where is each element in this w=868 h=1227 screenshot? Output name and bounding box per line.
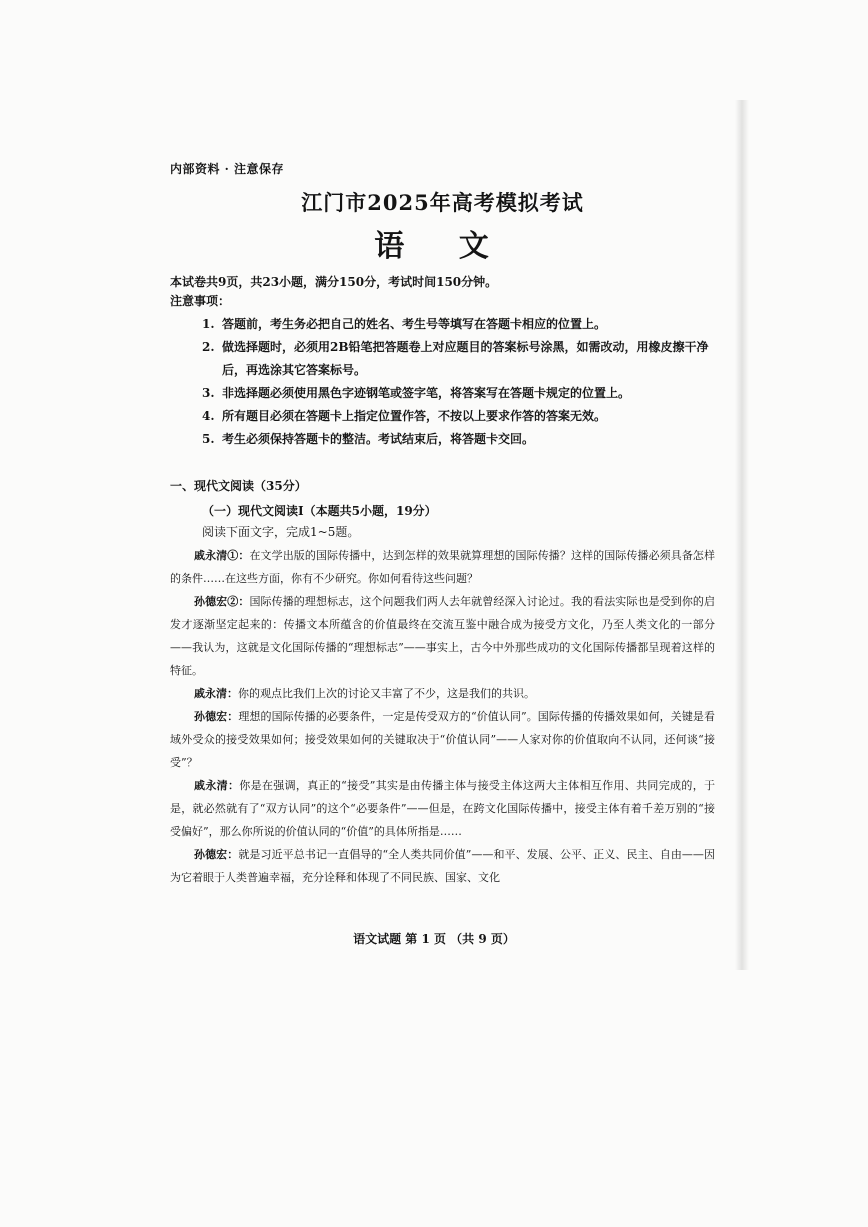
subsection-heading: （一）现代文阅读Ⅰ（本题共5小题，19分） <box>202 504 437 518</box>
section-heading: 一、现代文阅读（35分） <box>170 479 307 493</box>
dialogue-paragraph <box>170 590 715 682</box>
dialogue-paragraph <box>170 682 715 705</box>
notice-number: 1. <box>202 317 215 331</box>
notice-item <box>202 405 715 428</box>
dialogue-paragraph <box>170 774 715 843</box>
notice-list <box>170 313 715 451</box>
speaker-name: 戚永清①： <box>194 549 250 562</box>
notice-text: 考生必须保持答题卡的整洁。考试结束后，将答题卡交回。 <box>222 432 535 446</box>
notice-text: 非选择题必须使用黑色字迹钢笔或签字笔，将答案写在答题卡规定的位置上。 <box>222 386 631 400</box>
notice-item <box>202 428 715 451</box>
dialogue-text: 国际传播的理想标志，这个问题我们两人去年就曾经深入讨论过。我的看法实际也是受到你的启发才逐渐坚定起来的：传播文本所蕴含的价值最终在交流互鉴中融合成为接受方文化，乃至人类文化的一部分——我认为，这就是文化国际传播的“理想标志”——事实上，古今中外那些成功的文化国际传播都呈现着这样的特征。 <box>170 595 715 677</box>
dialogue-paragraph <box>170 843 715 889</box>
speaker-name: 戚永清： <box>194 687 238 700</box>
dialogue-paragraph <box>170 705 715 774</box>
dialogue-text: 就是习近平总书记一直倡导的“全人类共同价值”——和平、发展、公平、正义、民主、自由——因为它着眼于人类普遍幸福，充分诠释和体现了不同民族、国家、文化 <box>170 848 715 884</box>
notice-number: 3. <box>202 386 215 400</box>
notice-number: 4. <box>202 409 215 423</box>
dialogue-text: 你是在强调，真正的“接受”其实是由传播主体与接受主体这两大主体相互作用、共同完成的，于是，就必然就有了“双方认同”的这个“必要条件”——但是，在跨文化国际传播中，接受主体有着千差万别的“接受偏好”，那么你所说的价值认同的“价值”的具体所指是…… <box>170 779 716 838</box>
subject-title: 语 文 <box>374 229 511 264</box>
notice-item <box>202 382 715 405</box>
notice-heading: 注意事项： <box>170 294 231 308</box>
notice-item <box>202 313 715 336</box>
confidential-badge: 内部资料 · 注意保存 <box>170 162 285 176</box>
scan-shadow <box>735 100 749 970</box>
dialogue-text: 在文学出版的国际传播中，达到怎样的效果就算理想的国际传播？这样的国际传播必须具备怎样的条件……在这些方面，你有不少研究。你如何看待这些问题？ <box>170 549 715 585</box>
exam-summary: 本试卷共9页，共23小题，满分150分，考试时间150分钟。 <box>170 275 498 289</box>
page-footer: 语文试题 第 1 页 （共 9 页） <box>353 932 515 946</box>
speaker-name: 戚永清： <box>194 779 240 792</box>
notice-number: 5. <box>202 432 215 446</box>
exam-title: 江门市2025年高考模拟考试 <box>301 190 584 215</box>
dialogue-text: 理想的国际传播的必要条件，一定是传受双方的“价值认同”。国际传播的传播效果如何，关键是看域外受众的接受效果如何；接受效果如何的关键取决于“价值认同”——人家对你的价值取向不认同，还何谈“接受”？ <box>170 710 716 769</box>
page-content <box>170 160 715 889</box>
dialogue-paragraph <box>170 544 715 590</box>
notice-text: 所有题目必须在答题卡上指定位置作答，不按以上要求作答的答案无效。 <box>222 409 607 423</box>
notice-number: 2. <box>202 340 215 354</box>
notice-text: 答题前，考生务必把自己的姓名、考生号等填写在答题卡相应的位置上。 <box>222 317 607 331</box>
reading-instruction: 阅读下面文字，完成1~5题。 <box>202 525 360 539</box>
speaker-name: 孙德宏②： <box>194 595 250 608</box>
speaker-name: 孙德宏： <box>194 848 239 861</box>
notice-item <box>202 336 715 382</box>
speaker-name: 孙德宏： <box>194 710 239 723</box>
notice-text: 做选择题时，必须用2B铅笔把答题卷上对应题目的答案标号涂黑，如需改动，用橡皮擦干净后，再选涂其它答案标号。 <box>222 340 709 377</box>
dialogue-text: 你的观点比我们上次的讨论又丰富了不少，这是我们的共识。 <box>238 687 535 700</box>
